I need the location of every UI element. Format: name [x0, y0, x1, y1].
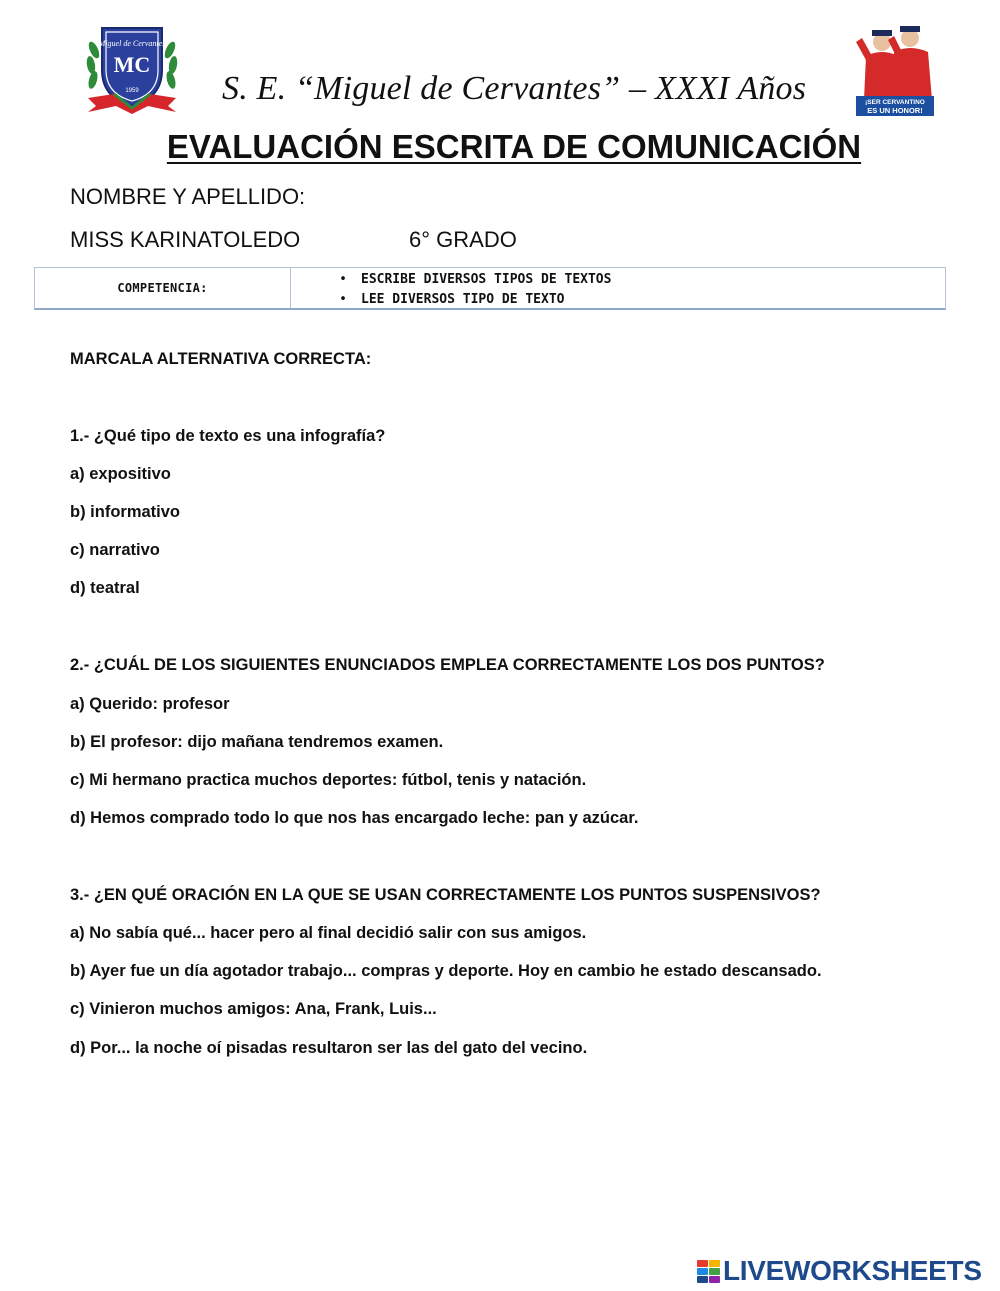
main-title: EVALUACIÓN ESCRITA DE COMUNICACIÓN [166, 128, 862, 165]
question-2-option-c[interactable]: c) Mi hermano practica muchos deportes: fútbol, tenis y natación. [70, 771, 587, 789]
crest-year: 1959 [125, 88, 139, 94]
name-label: NOMBRE Y APELLIDO: [70, 184, 306, 209]
school-crest-logo [84, 20, 180, 114]
competency-list [325, 270, 611, 310]
question-1-text: 1.- ¿Qué tipo de texto es una infografía? [70, 427, 386, 445]
question-2-option-d[interactable]: d) Hemos comprado todo lo que nos has encargado leche: pan y azúcar. [70, 809, 639, 827]
question-2-option-a[interactable]: a) Querido: profesor [70, 695, 230, 713]
competency-item: • LEE DIVERSOS TIPO DE TEXTO [325, 290, 611, 310]
competency-item: • ESCRIBE DIVERSOS TIPOS DE TEXTOS [325, 270, 611, 290]
crest-text: Miguel de Cervantes [98, 39, 166, 48]
instructions: MARCALA ALTERNATIVA CORRECTA: [70, 350, 372, 368]
question-1-option-a[interactable]: a) expositivo [70, 465, 171, 483]
competency-table [34, 267, 946, 310]
question-3-option-d[interactable]: d) Por... la noche oí pisadas resultaron ser las del gato del vecino. [70, 1039, 588, 1057]
question-2-option-b[interactable]: b) El profesor: dijo mañana tendremos examen. [70, 733, 444, 751]
badge-text-1: ¡SER CERVANTINO [865, 99, 925, 106]
students-badge-logo [852, 20, 936, 118]
competency-label: COMPETENCIA: [117, 281, 208, 295]
bullet-icon: • [339, 272, 347, 287]
grade-label: 6° GRADO [409, 227, 517, 252]
question-3-text: 3.- ¿EN QUÉ ORACIÓN EN LA QUE SE USAN CORRECTAMENTE LOS PUNTOS SUSPENSIVOS? [70, 886, 821, 904]
liveworksheets-watermark [697, 1255, 982, 1287]
bullet-icon: • [339, 292, 347, 307]
school-title: S. E. “Miguel de Cervantes” – XXXI Años [222, 70, 807, 107]
watermark-text: LIVEWORKSHEETS [723, 1255, 982, 1286]
liveworksheets-icon [697, 1260, 720, 1283]
question-2-text: 2.- ¿CUÁL DE LOS SIGUIENTES ENUNCIADOS EMPLEA CORRECTAMENTE LOS DOS PUNTOS? [70, 656, 825, 674]
question-1-option-b[interactable]: b) informativo [70, 503, 180, 521]
teacher-name: MISS KARINATOLEDO [70, 227, 301, 252]
question-1-option-d[interactable]: d) teatral [70, 579, 140, 597]
question-3-option-b[interactable]: b) Ayer fue un día agotador trabajo... compras y deporte. Hoy en cambio he estado descansado. [70, 962, 822, 980]
competency-label-cell [35, 268, 291, 308]
svg-text:MC: MC [113, 52, 151, 77]
badge-text-2: ES UN HONOR! [867, 106, 923, 115]
question-1-option-c[interactable]: c) narrativo [70, 541, 160, 559]
question-3-option-c[interactable]: c) Vinieron muchos amigos: Ana, Frank, Luis... [70, 1000, 437, 1018]
question-3-option-a[interactable]: a) No sabía qué... hacer pero al final decidió salir con sus amigos. [70, 924, 587, 942]
